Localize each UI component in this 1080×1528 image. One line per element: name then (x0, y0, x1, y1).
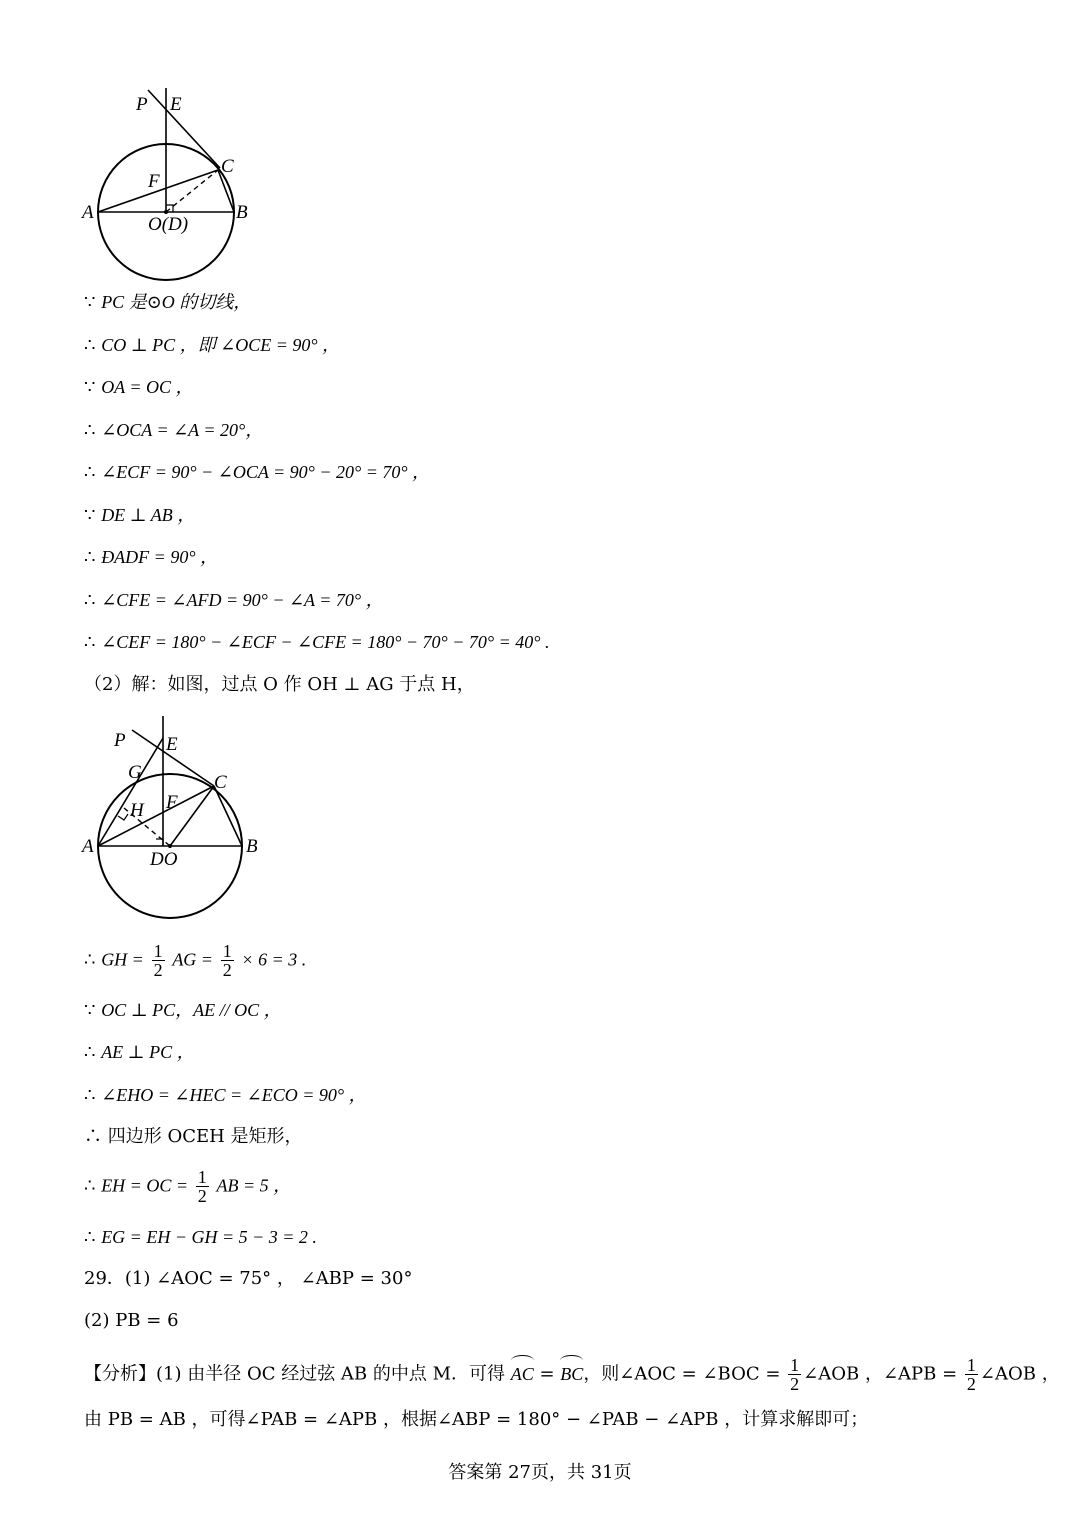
proof-line-1: ∵ PC 是⊙O 的切线， (84, 292, 252, 313)
proof-line-7: ∴ ÐADF = 90° ， (84, 547, 219, 568)
fig1-label-f: F (148, 171, 160, 192)
part2-line-eh: ∴ EH = OC = $\frac{1}{2}$ AB = 5 ， (84, 1167, 292, 1206)
arc-bc: BC (560, 1363, 584, 1384)
analysis-line-1: 【分析】(1) 由半径 OC 经过弦 AB 的中点 M．可得 AC = BC，则∠AOC = ∠BOC = $\frac{1}{2}$ ∠AOB ，∠APB = $\frac{1}{2}$ ∠AOB ， (84, 1355, 1060, 1394)
proof-line-6: ∵ DE ⊥ AB ， (84, 505, 196, 526)
fig2-label-do: DO (150, 849, 178, 870)
q29-answer-1: 29．(1) ∠AOC = 75° ， ∠ABP = 30° (84, 1268, 413, 1289)
fraction-half-1: $\frac{1}{2}$ (153, 941, 163, 980)
fig2-label-e: E (166, 734, 178, 755)
fraction-half-3: $\frac{1}{2}$ (197, 1167, 207, 1206)
fig1-label-c: C (221, 156, 234, 177)
part2-intro: （2）解：如图，过点 O 作 OH ⊥ AG 于点 H， (84, 674, 475, 695)
q29-answer-2: (2) PB = 6 (84, 1310, 179, 1331)
fig1-label-p: P (136, 94, 148, 115)
page-footer: 答案第 27页，共 31页 (448, 1462, 632, 1483)
fraction-half-4: $\frac{1}{2}$ (790, 1355, 800, 1394)
part2-line-7: ∴ EG = EH − GH = 5 − 3 = 2 . (84, 1227, 317, 1248)
figure-1-circle-tangent (80, 84, 260, 284)
fig2-label-f: F (166, 792, 178, 813)
fig2-label-p: P (114, 730, 126, 751)
fig2-label-c: C (214, 772, 227, 793)
fig1-label-b: B (236, 202, 248, 223)
fig1-label-e: E (170, 94, 182, 115)
part2-line-5: ∴ 四边形 OCEH 是矩形， (84, 1126, 303, 1147)
fig2-label-h: H (130, 800, 144, 821)
proof-line-5: ∴ ∠ECF = 90° − ∠OCA = 90° − 20° = 70° ， (84, 462, 431, 483)
proof-line-2: ∴ CO ⊥ PC ，即 ∠OCE = 90° ， (84, 335, 341, 356)
fig1-label-od: O(D) (148, 214, 189, 235)
proof-line-3: ∵ OA = OC ， (84, 377, 194, 398)
proof-line-9: ∴ ∠CEF = 180° − ∠ECF − ∠CFE = 180° − 70° − 70° = 40° . (84, 632, 550, 653)
fig1-label-a: A (82, 202, 94, 223)
figure-2-circle-rectangle (80, 712, 270, 924)
fraction-half-5: $\frac{1}{2}$ (966, 1355, 976, 1394)
part2-line-gh: ∴ GH = $\frac{1}{2}$ AG = $\frac{1}{2}$ × 6 = 3 . (84, 941, 307, 980)
part2-line-4: ∴ ∠EHO = ∠HEC = ∠ECO = 90° ， (84, 1085, 367, 1106)
fig2-label-b: B (246, 836, 258, 857)
proof-line-8: ∴ ∠CFE = ∠AFD = 90° − ∠A = 70° ， (84, 590, 384, 611)
arc-ac: AC (510, 1363, 534, 1384)
fig2-label-g: G (128, 762, 142, 783)
fig2-label-a: A (82, 836, 94, 857)
proof-line-4: ∴ ∠OCA = ∠A = 20°， (84, 420, 264, 441)
fraction-half-2: $\frac{1}{2}$ (222, 941, 232, 980)
part2-line-2: ∵ OC ⊥ PC，AE // OC ， (84, 1000, 282, 1021)
part2-line-3: ∴ AE ⊥ PC ， (84, 1042, 195, 1063)
analysis-line-2: 由 PB = AB ，可得∠PAB = ∠APB ，根据∠ABP = 180° − ∠PAB − ∠APB ，计算求解即可； (84, 1409, 869, 1430)
